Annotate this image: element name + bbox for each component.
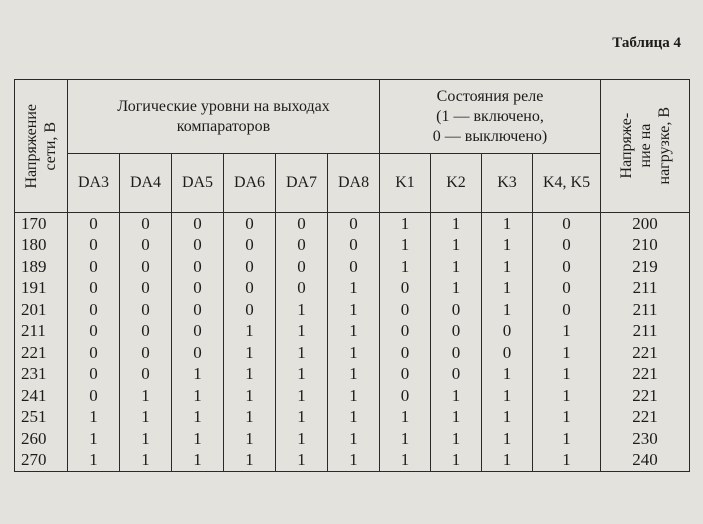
table-cell: 1	[328, 278, 380, 300]
table-cell: 0	[533, 213, 601, 235]
header-k2: K2	[431, 154, 482, 213]
table-cell: 0	[172, 213, 224, 235]
table-cell: 1	[533, 385, 601, 407]
table-cell: 230	[601, 428, 690, 450]
table-cell: 1	[224, 385, 276, 407]
table-cell: 1	[533, 342, 601, 364]
table-cell: 210	[601, 235, 690, 257]
table-row	[15, 342, 690, 364]
table-cell: 1	[328, 385, 380, 407]
table-cell: 0	[172, 256, 224, 278]
table-cell: 1	[276, 450, 328, 472]
table-cell: 191	[15, 278, 68, 300]
table-cell: 211	[15, 321, 68, 343]
table-cell: 1	[431, 385, 482, 407]
table-cell: 1	[120, 450, 172, 472]
table-cell: 1	[276, 428, 328, 450]
header-k1: K1	[380, 154, 431, 213]
table-cell: 0	[276, 278, 328, 300]
table-cell: 1	[224, 428, 276, 450]
table-cell: 170	[15, 213, 68, 235]
table-cell: 0	[431, 364, 482, 386]
table-cell: 1	[224, 321, 276, 343]
table-cell: 1	[68, 428, 120, 450]
table-body	[15, 213, 690, 472]
table-cell: 0	[68, 278, 120, 300]
voltage-table	[14, 79, 690, 472]
table-row	[15, 364, 690, 386]
table-cell: 0	[431, 342, 482, 364]
table-cell: 1	[533, 428, 601, 450]
table-cell: 0	[120, 321, 172, 343]
table-cell: 1	[68, 450, 120, 472]
table-row	[15, 450, 690, 472]
table-cell: 1	[482, 428, 533, 450]
table-cell: 0	[68, 364, 120, 386]
table-cell: 0	[533, 278, 601, 300]
table-cell: 0	[431, 299, 482, 321]
table-cell: 1	[431, 235, 482, 257]
table-cell: 1	[482, 450, 533, 472]
table-cell: 1	[482, 278, 533, 300]
table-cell: 1	[380, 450, 431, 472]
header-mains-voltage: Напряжение сети, В	[15, 80, 68, 213]
table-cell: 221	[601, 342, 690, 364]
table-cell: 1	[328, 450, 380, 472]
table-cell: 201	[15, 299, 68, 321]
table-cell: 200	[601, 213, 690, 235]
header-da8: DA8	[328, 154, 380, 213]
table-cell: 1	[172, 450, 224, 472]
table-cell: 0	[68, 299, 120, 321]
table-cell: 251	[15, 407, 68, 429]
table-cell: 1	[431, 278, 482, 300]
table-cell: 211	[601, 278, 690, 300]
table-cell: 0	[224, 299, 276, 321]
table-cell: 1	[328, 321, 380, 343]
table-cell: 1	[172, 385, 224, 407]
table-cell: 0	[120, 342, 172, 364]
table-cell: 1	[328, 342, 380, 364]
table-cell: 0	[172, 235, 224, 257]
table-cell: 1	[172, 364, 224, 386]
table-cell: 0	[68, 342, 120, 364]
table-cell: 0	[328, 213, 380, 235]
table-cell: 1	[120, 407, 172, 429]
table-cell: 1	[328, 364, 380, 386]
table-cell: 0	[482, 342, 533, 364]
table-cell: 1	[533, 450, 601, 472]
table-cell: 0	[380, 385, 431, 407]
table-cell: 1	[431, 450, 482, 472]
table-row	[15, 428, 690, 450]
table-cell: 1	[276, 342, 328, 364]
table-cell: 0	[380, 364, 431, 386]
table-cell: 0	[120, 235, 172, 257]
table-caption: Таблица 4	[612, 35, 681, 51]
table-cell: 180	[15, 235, 68, 257]
table-cell: 1	[224, 450, 276, 472]
table-row	[15, 213, 690, 235]
table-cell: 221	[15, 342, 68, 364]
table-cell: 0	[380, 299, 431, 321]
table-cell: 0	[68, 213, 120, 235]
table-cell: 1	[533, 407, 601, 429]
table-cell: 0	[380, 321, 431, 343]
table-cell: 1	[482, 385, 533, 407]
table-cell: 1	[533, 364, 601, 386]
table-cell: 1	[276, 385, 328, 407]
table-cell: 0	[120, 364, 172, 386]
table-cell: 1	[431, 213, 482, 235]
table-cell: 270	[15, 450, 68, 472]
table-cell: 1	[276, 364, 328, 386]
table-cell: 1	[276, 299, 328, 321]
table-cell: 1	[276, 321, 328, 343]
table-row	[15, 278, 690, 300]
table-cell: 1	[431, 407, 482, 429]
table-cell: 0	[68, 235, 120, 257]
table-cell: 1	[380, 235, 431, 257]
table-cell: 1	[482, 299, 533, 321]
header-load-voltage: Напряже- ние на нагрузке, В	[601, 80, 690, 213]
header-da4: DA4	[120, 154, 172, 213]
header-k3: K3	[482, 154, 533, 213]
table-cell: 0	[276, 256, 328, 278]
table-cell: 0	[380, 278, 431, 300]
table-cell: 1	[276, 407, 328, 429]
table-cell: 1	[328, 428, 380, 450]
table-cell: 0	[68, 256, 120, 278]
table-cell: 219	[601, 256, 690, 278]
table-cell: 0	[533, 256, 601, 278]
table-row	[15, 385, 690, 407]
table-cell: 0	[276, 235, 328, 257]
table-cell: 1	[328, 299, 380, 321]
table-cell: 0	[533, 299, 601, 321]
table-cell: 1	[120, 385, 172, 407]
table-cell: 1	[482, 364, 533, 386]
table-cell: 0	[224, 278, 276, 300]
table-cell: 0	[328, 256, 380, 278]
header-logic-levels: Логические уровни на выходах компараторов	[68, 80, 380, 154]
table-cell: 1	[328, 407, 380, 429]
table-cell: 1	[482, 213, 533, 235]
table-cell: 0	[172, 321, 224, 343]
table-cell: 0	[224, 213, 276, 235]
header-k4-k5: K4, K5	[533, 154, 601, 213]
table-cell: 1	[482, 256, 533, 278]
table-cell: 0	[172, 342, 224, 364]
table-cell: 0	[482, 321, 533, 343]
header-relay-states: Состояния реле (1 — включено, 0 — выключено)	[380, 80, 601, 154]
table-cell: 0	[431, 321, 482, 343]
table-cell: 0	[533, 235, 601, 257]
table-cell: 211	[601, 321, 690, 343]
table-cell: 1	[224, 364, 276, 386]
table-cell: 241	[15, 385, 68, 407]
table-cell: 1	[172, 428, 224, 450]
table-cell: 1	[380, 407, 431, 429]
table-row	[15, 407, 690, 429]
table-cell: 1	[380, 256, 431, 278]
table-cell: 0	[120, 278, 172, 300]
table-cell: 0	[380, 342, 431, 364]
table-row	[15, 299, 690, 321]
table-cell: 1	[120, 428, 172, 450]
table-cell: 1	[224, 407, 276, 429]
table-cell: 0	[120, 256, 172, 278]
table-cell: 221	[601, 385, 690, 407]
header-da7: DA7	[276, 154, 328, 213]
table-cell: 189	[15, 256, 68, 278]
table-cell: 1	[224, 342, 276, 364]
table-cell: 0	[120, 299, 172, 321]
table-row	[15, 321, 690, 343]
table-cell: 1	[68, 407, 120, 429]
table-cell: 221	[601, 364, 690, 386]
table-cell: 0	[276, 213, 328, 235]
header-da3: DA3	[68, 154, 120, 213]
header-da5: DA5	[172, 154, 224, 213]
table-cell: 0	[172, 299, 224, 321]
header-da6: DA6	[224, 154, 276, 213]
table-cell: 1	[482, 407, 533, 429]
table-cell: 1	[482, 235, 533, 257]
table-cell: 1	[431, 428, 482, 450]
table-row	[15, 235, 690, 257]
table-cell: 0	[68, 385, 120, 407]
table-cell: 0	[120, 213, 172, 235]
table-cell: 0	[328, 235, 380, 257]
table-row	[15, 256, 690, 278]
table-cell: 260	[15, 428, 68, 450]
table-cell: 1	[533, 321, 601, 343]
table-cell: 221	[601, 407, 690, 429]
table-cell: 1	[431, 256, 482, 278]
table-cell: 231	[15, 364, 68, 386]
table-cell: 0	[68, 321, 120, 343]
table-cell: 211	[601, 299, 690, 321]
table-cell: 240	[601, 450, 690, 472]
table-cell: 0	[224, 235, 276, 257]
table-cell: 0	[172, 278, 224, 300]
table-cell: 1	[172, 407, 224, 429]
table-cell: 1	[380, 213, 431, 235]
table-cell: 1	[380, 428, 431, 450]
table-cell: 0	[224, 256, 276, 278]
